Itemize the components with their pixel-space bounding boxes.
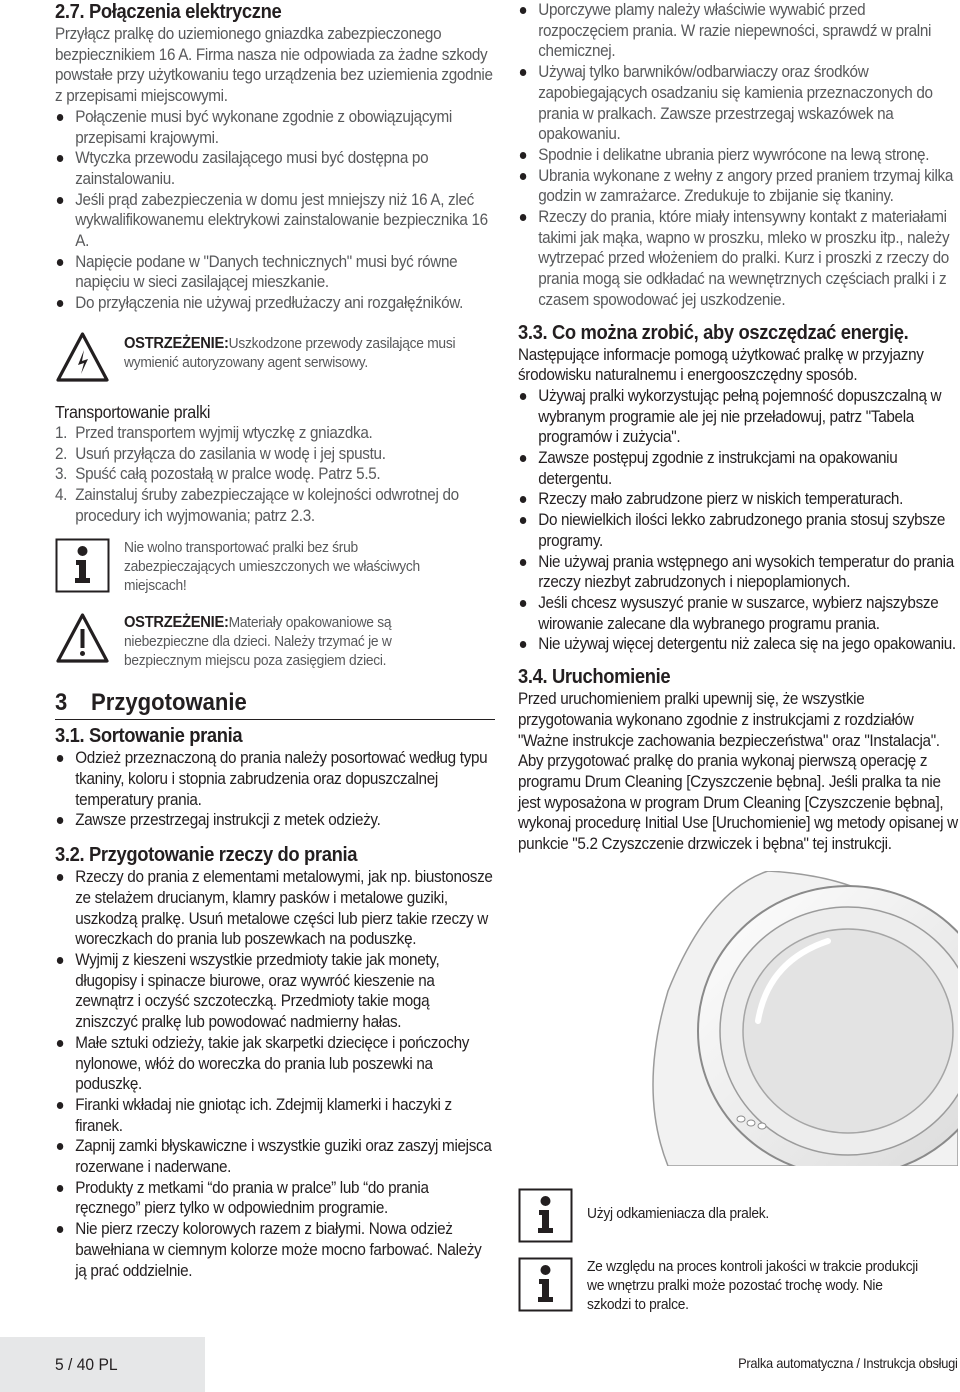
section-2-7-bullets bbox=[55, 107, 495, 314]
chapter-3-heading bbox=[55, 688, 495, 720]
section-3-4-title: 3.4. Uruchomienie bbox=[518, 666, 671, 689]
list-item: Spodnie i delikatne ubrania pierz wywrócone na lewą stronę. bbox=[518, 145, 958, 166]
list-item: Połączenie musi być wykonane zgodnie z obowiązującymi przepisami krajowymi. bbox=[55, 107, 495, 148]
list-item: Zawsze przestrzegaj instrukcji z metek odzieży. bbox=[55, 810, 495, 831]
warning-text: Materiały opakowaniowe są niebezpieczne dla dzieci. Należy trzymać je w bezpiecznym miejscu poza zasięgiem dzieci. bbox=[124, 614, 392, 670]
page-number: 5 / 40 PL bbox=[55, 1355, 118, 1374]
list-item: Ubrania wykonane z wełny z angory przed praniem trzymaj kilka godzin w zamrażarce. Zredukuje to zbijanie się tkaniny. bbox=[518, 166, 958, 207]
list-item: Napięcie podane w "Danych technicznych" musi być równe napięciu w sieci zasilającej mieszkanie. bbox=[55, 252, 495, 293]
list-item: Jeśli prąd zabezpieczenia w domu jest mniejszy niż 16 A, zleć wykwalifikowanemu elektrykowi zainstalowanie bezpiecznika 16 A. bbox=[55, 190, 495, 252]
info-icon bbox=[518, 1257, 573, 1312]
list-item: Rzeczy do prania z elementami metalowymi, jak np. biustonosze ze stelażem drucianym, klamry pasków i metalowe guziki, uszkodzą pralkę. Usuń metalowe części lub pierz takie rzeczy w woreczkach do prania lub poszewkach na poduszkę. bbox=[55, 867, 495, 950]
chapter-title: Przygotowanie bbox=[91, 689, 247, 717]
section-3-4-para-2: Aby przygotować pralkę do prania wykonaj pierwszą operację z programu Drum Cleaning [Czyszczenie bębna]. Jeśli pralka ta nie jest wyposażona w program Drum Cleaning [Czyszczenie bębna], wykonaj procedurę Initial Use [Uruchomienie] wg metody opisanej w punkcie "5.2 Czyszczenie drzwiczek i bębna" tej instrukcji. bbox=[518, 751, 958, 854]
section-3-1-bullets bbox=[55, 748, 495, 831]
section-3-1-title: 3.1. Sortowanie prania bbox=[55, 725, 243, 748]
list-item: Wtyczka przewodu zasilającego musi być dostępna po zainstalowaniu. bbox=[55, 148, 495, 189]
section-3-2-bullets bbox=[55, 867, 495, 1281]
electric-warning-icon bbox=[55, 330, 110, 385]
section-3-3-intro: Następujące informacje pomogą użytkować pralkę w przyjazny środowisku naturalnemu i energooszczędny sposób. bbox=[518, 344, 924, 385]
info-icon bbox=[55, 538, 110, 593]
info-text: Ze względu na proces kontroli jakości w trakcie produkcji we wnętrzu pralki może pozostać trochę wody. Nie szkodzi to pralce. bbox=[587, 1257, 918, 1313]
exclamation-warning-icon bbox=[55, 611, 110, 666]
list-item: Małe sztuki odzieży, takie jak skarpetki dziecięce i pończochy nylonowe, włóż do woreczka do prania lub poszewki na poduszkę. bbox=[55, 1033, 495, 1095]
warning-text: Uszkodzone przewody zasilające musi wymienić autoryzowany agent serwisowy. bbox=[124, 334, 456, 371]
packaging-warning-notice bbox=[55, 611, 495, 670]
section-3-3-title: 3.3. Co można zrobić, aby oszczędzać energię. bbox=[518, 321, 909, 344]
list-item: Uporczywe plamy należy właściwie wywabić przed rozpoczęciem prania. W razie niepewności, sprawdź w pralni chemicznej. bbox=[518, 0, 958, 62]
list-item: Jeśli chcesz wysuszyć pranie w suszarce, wybierz najszybsze wirowanie zalecane dla wybranego programu prania. bbox=[518, 593, 958, 634]
info-text: Użyj odkamieniacza dla pralek. bbox=[587, 1204, 769, 1222]
warning-label: OSTRZEŻENIE: bbox=[124, 334, 229, 352]
list-item: Używaj tylko barwników/odbarwiaczy oraz środków zapobiegających osadzaniu się kamienia przeznaczonych do prania w pralkach. Zawsze przestrzegaj wskazówek na opakowaniu. bbox=[518, 62, 958, 145]
list-item: Produkty z metkami “do prania w pralce” lub “do prania ręcznego” pierz tylko w odpowiednim programie. bbox=[55, 1178, 495, 1219]
list-item: Zapnij zamki błyskawiczne i wszystkie guziki oraz zaszyj miejsca rozerwane i naderwane. bbox=[55, 1136, 495, 1177]
preparation-continued-bullets bbox=[518, 0, 958, 311]
info-text: Nie wolno transportować pralki bez śrub zabezpieczających umieszczonych we właściwych miejscach! bbox=[124, 539, 420, 595]
section-3-3-bullets bbox=[518, 386, 958, 655]
list-item: Używaj pralki wykorzystując pełną pojemność dopuszczalną w wybranym programie ale jej nie przeładowuj, patrz "Tabela programów i zużycia". bbox=[518, 386, 958, 448]
warning-label: OSTRZEŻENIE: bbox=[124, 614, 229, 632]
section-3-4-para-1: Przed uruchomieniem pralki upewnij się, że wszystkie przygotowania wykonano zgodnie z instrukcjami z rozdziałów "Ważne instrukcje zachowania bezpieczeństwa" oraz "Instalacja". bbox=[518, 689, 940, 750]
chapter-number: 3 bbox=[55, 689, 68, 717]
list-item: Rzeczy do prania, które miały intensywny kontakt z materiałami takimi jak mąka, wapno w proszku, mleko w proszku itp., należy wytrzepać przed włożeniem do pralki. Kurz i proszki z rzeczy do prania mogą sie odkładać na wewnętrznych częściach pralki i z czasem spowodować jej uszkodzenie. bbox=[518, 207, 958, 311]
electric-warning-notice bbox=[55, 330, 495, 385]
list-item: 1. Przed transportem wyjmij wtyczkę z gniazdka. bbox=[55, 422, 373, 442]
page-footer bbox=[0, 1337, 960, 1392]
list-item: Do niewielkich ilości lekko zabrudzonego prania stosuj szybsze programy. bbox=[518, 510, 958, 551]
list-item: Nie używaj więcej detergentu niż zaleca się na jego opakowaniu. bbox=[518, 634, 958, 655]
transport-steps bbox=[55, 423, 495, 527]
list-item: Nie pierz rzeczy kolorowych razem z białymi. Nowa odzież bawełniana w ciemnym kolorze może mocno farbować. Należy ją prać oddzielnie. bbox=[55, 1219, 495, 1281]
transport-title: Transportowanie pralki bbox=[55, 401, 211, 422]
section-3-2-title: 3.2. Przygotowanie rzeczy do prania bbox=[55, 844, 358, 867]
info-icon bbox=[518, 1188, 573, 1243]
transport-info-notice bbox=[55, 538, 495, 595]
list-item: 3. Spuść całą pozostałą w pralce wodę. Patrz 5.5. bbox=[55, 464, 381, 484]
document-title: Pralka automatyczna / Instrukcja obsługi bbox=[738, 1355, 958, 1371]
page-number-box bbox=[0, 1337, 205, 1392]
list-item: Nie używaj prania wstępnego ani wysokich temperatur do prania rzeczy niezbyt zabrudzonych i niepoplamionych. bbox=[518, 552, 958, 593]
list-item: Odzież przeznaczoną do prania należy posortować według typu tkaniny, koloru i stopnia zabrudzenia oraz dopuszczalnej temperatury prania. bbox=[55, 748, 495, 810]
left-column bbox=[55, 0, 495, 1281]
list-item: 4. Zainstaluj śruby zabezpieczające w kolejności odwrotnej do procedury ich wyjmowania; patrz 2.3. bbox=[55, 484, 459, 525]
list-item: Firanki wkładaj nie gniotąc ich. Zdejmij klamerki i haczyki z firanek. bbox=[55, 1095, 495, 1136]
right-column bbox=[518, 0, 958, 1314]
section-2-7-intro: Przyłącz pralkę do uziemionego gniazdka zabezpieczonego bezpiecznikiem 16 A. Firma nasza nie odpowiada za żadne szkody powstałe przy użytkowaniu tego urządzenia bez uziemienia zgodnie z przepisami miejscowymi. bbox=[55, 24, 493, 106]
washing-machine-door-illustration bbox=[518, 871, 958, 1166]
list-item: Wyjmij z kieszeni wszystkie przedmioty takie jak monety, długopisy i spinacze biurowe, oraz wywróć kieszenie na zewnątrz i oczyść szczoteczką. Przedmioty takie mogą zniszczyć pralkę lub powodować nadmierny hałas. bbox=[55, 950, 495, 1033]
list-item: Rzeczy mało zabrudzone pierz w niskich temperaturach. bbox=[518, 489, 958, 510]
descaler-info-notice bbox=[518, 1188, 958, 1243]
section-2-7-title: 2.7. Połączenia elektryczne bbox=[55, 1, 282, 23]
list-item: 2. Usuń przyłącza do zasilania w wodę i jej spustu. bbox=[55, 443, 386, 463]
quality-control-info-notice bbox=[518, 1257, 958, 1314]
list-item: Zawsze postępuj zgodnie z instrukcjami na opakowaniu detergentu. bbox=[518, 448, 958, 489]
list-item: Do przyłączenia nie używaj przedłużaczy ani rozgałęźników. bbox=[55, 293, 495, 314]
